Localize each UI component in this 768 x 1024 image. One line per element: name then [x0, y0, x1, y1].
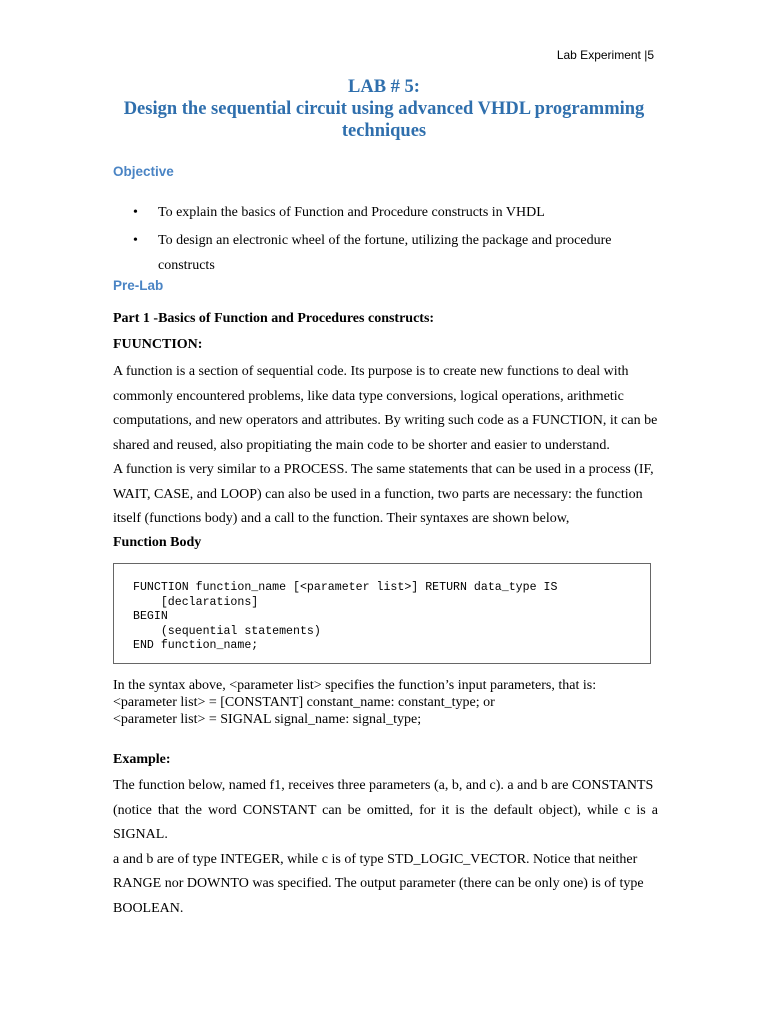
lab-title-line-1: Design the sequential circuit using advanced VHDL programming — [123, 99, 645, 119]
list-item-text: To explain the basics of Function and Procedure constructs in VHDL — [158, 205, 545, 220]
paragraph-line: commonly encountered problems, like data type conversions, logical operations, arithmetic — [113, 388, 624, 404]
syntax-line: <parameter list> = SIGNAL signal_name: signal_type; — [113, 712, 422, 727]
paragraph-line: The function below, named f1, receives three parameters (a, b, and c). a and b are CONSTANTS — [113, 778, 654, 793]
list-item — [133, 228, 643, 278]
bullet-icon: • — [133, 233, 138, 248]
objective-heading: Objective — [113, 164, 174, 179]
code-text: FUNCTION function_name [<parameter list>] RETURN data_type IS [declarations] BEGIN (sequential statements) END function_name; — [133, 581, 558, 652]
paragraph-line: itself (functions body) and a call to the function. Their syntaxes are shown below, — [113, 511, 570, 526]
example-heading: Example: — [113, 752, 171, 767]
list-item-text: To design an electronic wheel of the fortune, utilizing the package and procedure constructs — [158, 233, 612, 273]
part-title: Part 1 -Basics of Function and Procedures constructs: — [113, 311, 435, 326]
lab-title — [0, 76, 768, 142]
lab-number: LAB # 5: — [348, 77, 420, 97]
paragraph-line: A function is very similar to a PROCESS. The same statements that can be used in a process (IF, — [113, 462, 654, 477]
code-block — [113, 563, 651, 664]
function-body-heading: Function Body — [113, 535, 202, 550]
syntax-line: In the syntax above, <parameter list> specifies the function’s input parameters, that is: — [113, 678, 597, 693]
paragraph-line: BOOLEAN. — [113, 900, 184, 916]
function-description — [113, 360, 658, 532]
paragraph-line: computations, and new operators and attributes. By writing such code as a FUNCTION, it can be — [113, 413, 658, 428]
syntax-line: <parameter list> = [CONSTANT] constant_name: constant_type; or — [113, 695, 495, 710]
paragraph-line: shared and reused, also propitiating the main code to be shorter and easier to understand. — [113, 437, 610, 453]
paragraph-line: a and b are of type INTEGER, while c is of type STD_LOGIC_VECTOR. Notice that neither — [113, 851, 638, 867]
prelab-heading: Pre-Lab — [113, 278, 164, 293]
paragraph-line: (notice that the word CONSTANT can be omitted, for it is the default object), while c is a SIGNAL. — [113, 802, 658, 842]
paragraph-line: WAIT, CASE, and LOOP) can also be used in a function, two parts are necessary: the function — [113, 486, 643, 502]
objective-list — [133, 200, 643, 281]
page-header: Lab Experiment |5 — [556, 48, 654, 62]
example-description — [113, 774, 658, 921]
function-heading: FUUNCTION: — [113, 337, 203, 352]
paragraph-line: RANGE nor DOWNTO was specified. The output parameter (there can be only one) is of type — [113, 876, 644, 891]
paragraph-line: A function is a section of sequential code. Its purpose is to create new functions to deal with — [113, 364, 629, 379]
bullet-icon: • — [133, 205, 138, 220]
syntax-explanation — [113, 677, 658, 728]
list-item — [133, 200, 643, 225]
lab-title-line-2: techniques — [341, 121, 427, 141]
